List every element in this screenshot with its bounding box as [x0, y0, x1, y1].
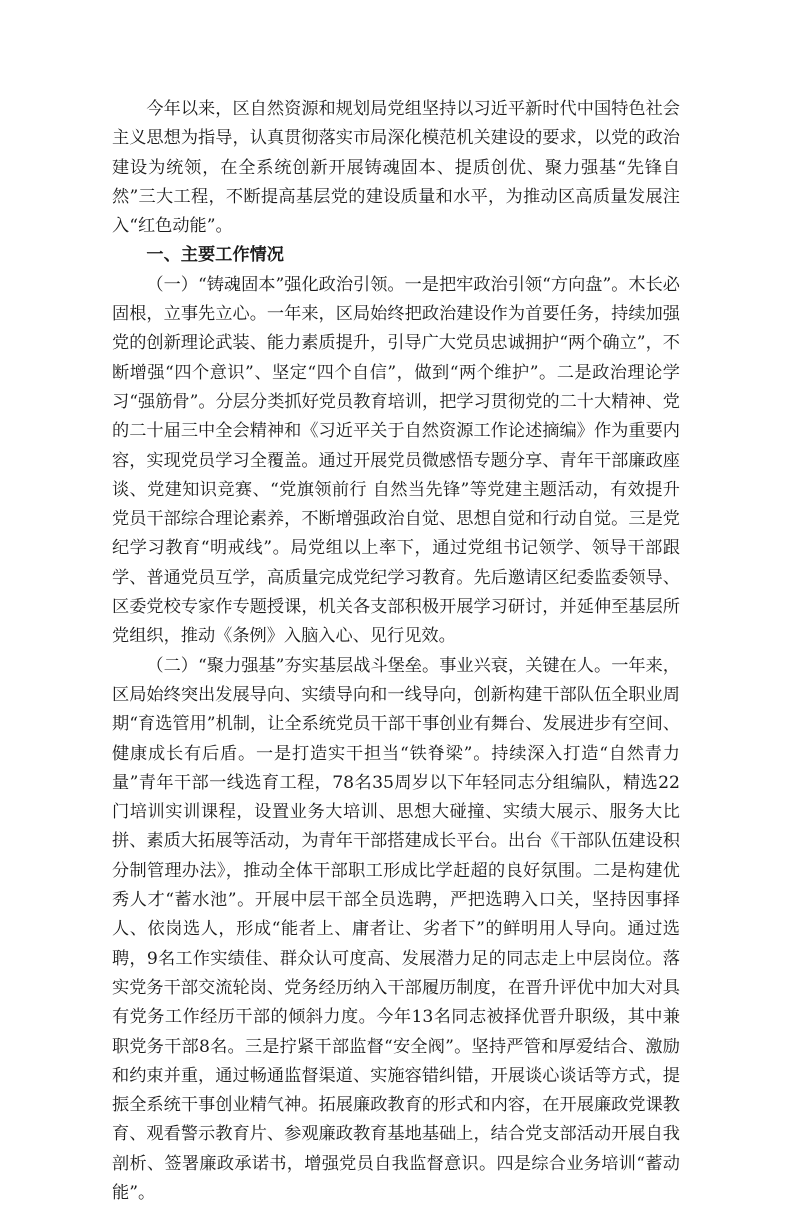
paragraph-grassroots-foundation: （二）“聚力强基”夯实基层战斗堡垒。事业兴衰，关键在人。一年来，区局始终突出发展导向、实绩导向和一线导向，创新构建干部队伍全职业周期“育选管用”机制，让全系统党员干部干事创业有舞台、发展进步有空间、健康成长有后盾。一是打造实干担当“铁脊梁”。持续深入打造“自然青力量”青年干部一线选育工程，78名35周岁以下年轻同志分组编队，精选22门培训实训课程，设置业务大培训、思想大碰撞、实绩大展示、服务大比拼、素质大拓展等活动，为青年干部搭建成长平台。出台《干部队伍建设积分制管理办法》，推动全体干部职工形成比学赶超的良好氛围。二是构建优秀人才“蓄水池”。开展中层干部全员选聘，严把选聘入口关，坚持因事择人、依岗选人，形成“能者上、庸者让、劣者下”的鲜明用人导向。通过选聘，9名工作实绩佳、群众认可度高、发展潜力足的同志走上中层岗位。落实党务干部交流轮岗、党务经历纳入干部履历制度，在晋升评优中加大对具有党务工作经历干部的倾斜力度。今年13名同志被择优晋升职级，其中兼职党务干部8名。三是拧紧干部监督“安全阀”。坚持严管和厚爱结合、激励和约束并重，通过畅通监督渠道、实施容错纠错，开展谈心谈话等方式，提振全系统干事创业精气神。拓展廉政教育的形式和内容，在开展廉政党课教育、观看警示教育片、参观廉政教育基地基础上，结合党支部活动开展自我剖析、签署廉政承诺书，增强党员自我监督意识。四是综合业务培训“蓄动能”。: [112, 655, 680, 1203]
section-heading: 一、主要工作情况: [146, 245, 284, 266]
intro-paragraph: 今年以来，区自然资源和规划局党组坚持以习近平新时代中国特色社会主义思想为指导，认真贯彻落实市局深化模范机关建设的要求，以党的政治建设为统领，在全系统创新开展铸魂固本、提质创优、聚力强基“先锋自然”三大工程，不断提高基层党的建设质量和水平，为推动区高质量发展注入“红色动能”。: [112, 99, 680, 237]
document-body: [112, 95, 680, 1208]
paragraph-political-guidance: （一）“铸魂固本”强化政治引领。一是把牢政治引领“方向盘”。木长必固根，立事先立心。一年来，区局始终把政治建设作为首要任务，持续加强党的创新理论武装、能力素质提升，引导广大党员忠诚拥护“两个确立”，不断增强“四个意识”、坚定“四个自信”，做到“两个维护”。二是政治理论学习“强筋骨”。分层分类抓好党员教育培训，把学习贯彻党的二十大精神、党的二十届三中全会精神和《习近平关于自然资源工作论述摘编》作为重要内容，实现党员学习全覆盖。通过开展党员微感悟专题分享、青年干部廉政座谈、党建知识竞赛、“党旗领前行 自然当先锋”等党建主题活动，有效提升党员干部综合理论素养，不断增强政治自觉、思想自觉和行动自觉。三是党纪学习教育“明戒线”。局党组以上率下，通过党组书记领学、领导干部跟学、普通党员互学，高质量完成党纪学习教育。先后邀请区纪委监委领导、区委党校专家作专题授课，机关各支部积极开展学习研讨，并延伸至基层所党组织，推动《条例》入脑入心、见行见效。: [112, 274, 680, 647]
